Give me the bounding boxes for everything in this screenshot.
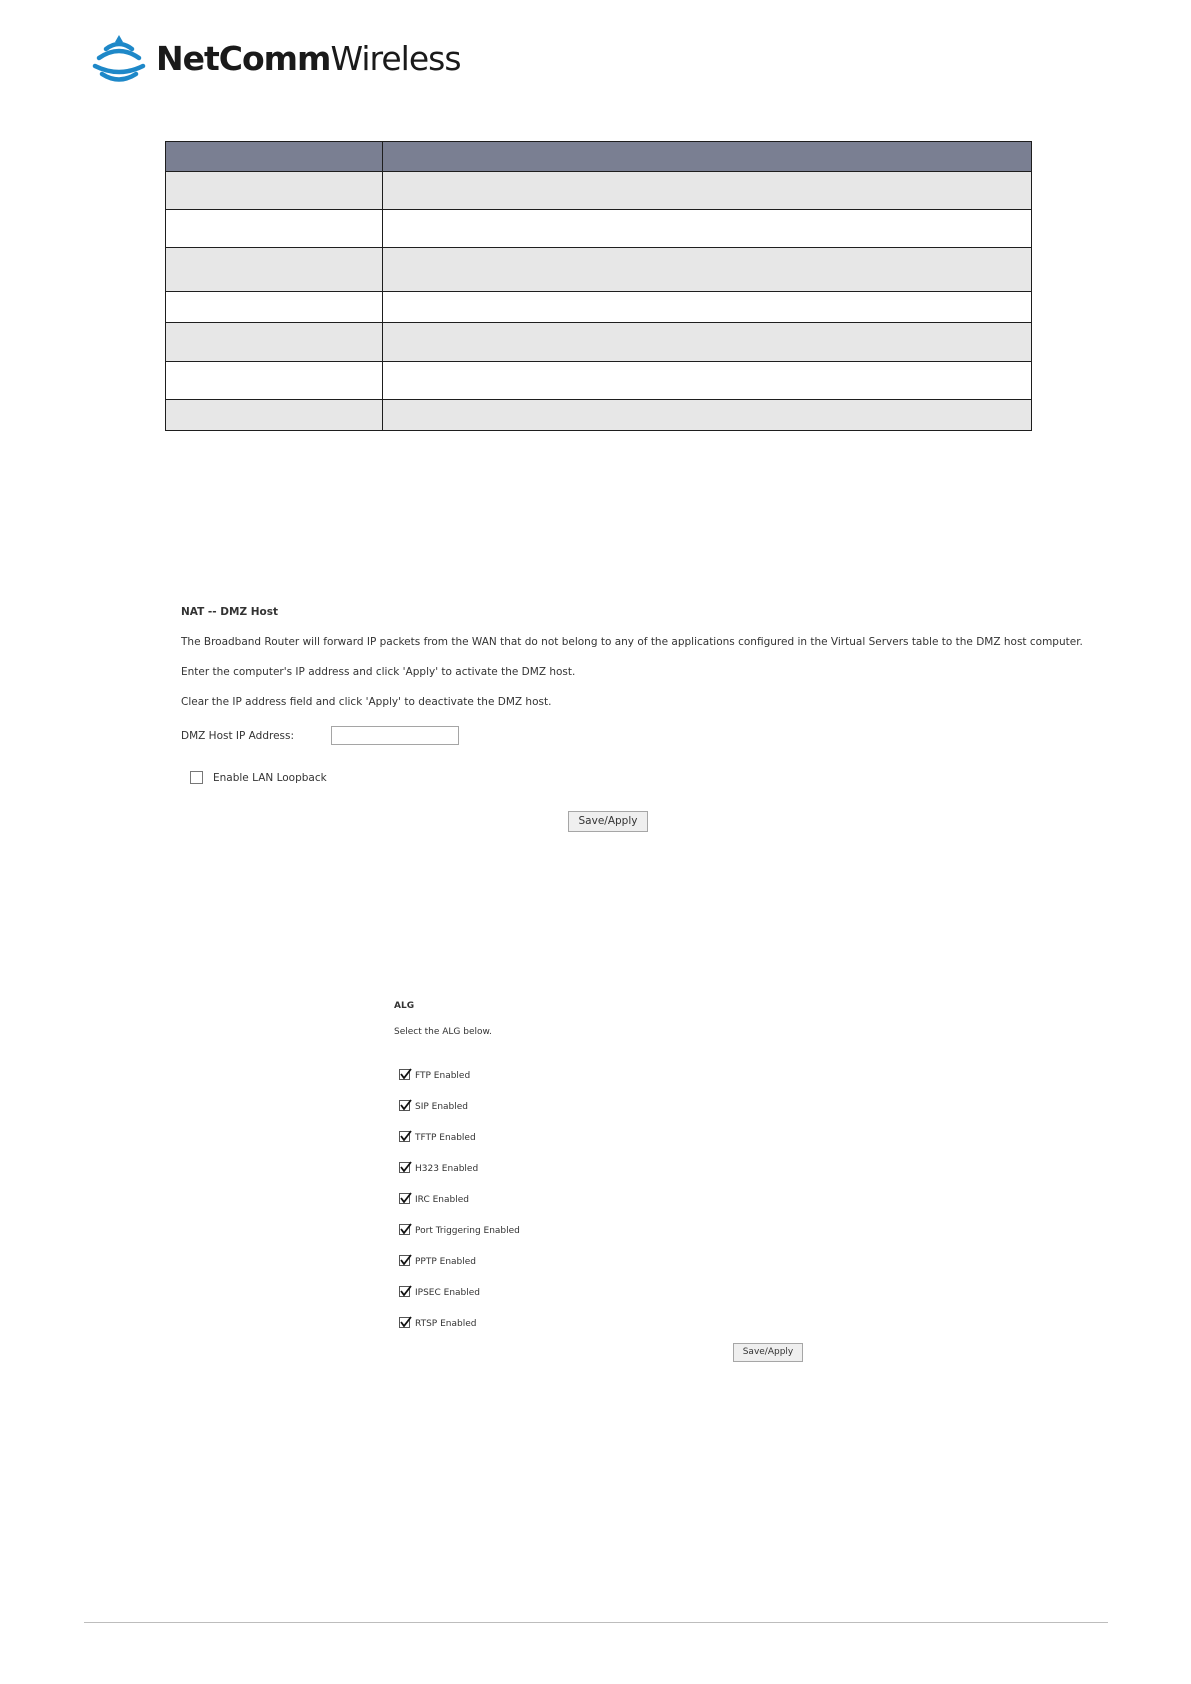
logo-wordmark: NetCommWireless — [156, 38, 461, 78]
rtsp-label: RTSP Enabled — [415, 1319, 477, 1329]
checkmark-icon — [399, 1315, 412, 1328]
lan-loopback-label: Enable LAN Loopback — [213, 772, 327, 784]
table-cell — [383, 210, 1032, 248]
tftp-label: TFTP Enabled — [415, 1133, 476, 1143]
table-cell — [166, 323, 383, 362]
checkmark-icon — [399, 1253, 412, 1266]
table-cell — [383, 323, 1032, 362]
table-cell — [166, 400, 383, 431]
sip-label: SIP Enabled — [415, 1102, 469, 1112]
table-cell — [166, 248, 383, 292]
irc-label: IRC Enabled — [415, 1195, 469, 1205]
table-cell — [166, 362, 383, 400]
irc-checkbox[interactable] — [399, 1193, 410, 1204]
footer-divider — [84, 1622, 1108, 1623]
port-triggering-label: Port Triggering Enabled — [415, 1226, 520, 1236]
lan-loopback-checkbox[interactable] — [190, 771, 203, 784]
alg-subtitle: Select the ALG below. — [394, 1027, 492, 1037]
dmz-ip-label: DMZ Host IP Address: — [181, 730, 295, 742]
checkmark-icon — [399, 1067, 412, 1080]
pptp-checkbox[interactable] — [399, 1255, 410, 1266]
netcomm-logo — [92, 30, 461, 86]
spec-table — [165, 141, 1032, 431]
table-cell — [383, 362, 1032, 400]
table-cell — [383, 248, 1032, 292]
checkmark-icon — [399, 1284, 412, 1297]
sip-checkbox[interactable] — [399, 1100, 410, 1111]
checkmark-icon — [399, 1160, 412, 1173]
alg-save-apply-button[interactable]: Save/Apply — [733, 1343, 803, 1362]
ftp-checkbox[interactable] — [399, 1069, 410, 1080]
ftp-label: FTP Enabled — [415, 1071, 471, 1081]
table-row — [166, 172, 1032, 210]
dmz-title: NAT -- DMZ Host — [181, 606, 278, 618]
table-cell — [166, 210, 383, 248]
checkmark-icon — [399, 1098, 412, 1111]
dmz-save-apply-button[interactable]: Save/Apply — [568, 811, 648, 832]
ipsec-checkbox[interactable] — [399, 1286, 410, 1297]
ipsec-label: IPSEC Enabled — [415, 1288, 480, 1298]
table-row — [166, 292, 1032, 323]
table-header-row — [166, 142, 1032, 172]
table-cell — [166, 172, 383, 210]
checkmark-icon — [399, 1129, 412, 1142]
pptp-label: PPTP Enabled — [415, 1257, 477, 1267]
tftp-checkbox[interactable] — [399, 1131, 410, 1142]
h323-checkbox[interactable] — [399, 1162, 410, 1173]
wifi-antenna-icon — [92, 33, 146, 83]
dmz-description-line1: The Broadband Router will forward IP packets from the WAN that do not belong to any of the applications configured in the Virtual Servers table to the DMZ host computer. — [181, 636, 1083, 648]
checkmark-icon — [399, 1191, 412, 1204]
table-cell — [383, 172, 1032, 210]
table-header-cell — [383, 142, 1032, 172]
port-triggering-checkbox[interactable] — [399, 1224, 410, 1235]
table-row — [166, 210, 1032, 248]
table-header-cell — [166, 142, 383, 172]
checkmark-icon — [399, 1222, 412, 1235]
table-cell — [383, 400, 1032, 431]
alg-title: ALG — [394, 1001, 415, 1011]
rtsp-checkbox[interactable] — [399, 1317, 410, 1328]
table-row — [166, 248, 1032, 292]
table-cell — [166, 292, 383, 323]
h323-label: H323 Enabled — [415, 1164, 479, 1174]
dmz-ip-input[interactable] — [331, 726, 459, 745]
table-row — [166, 362, 1032, 400]
table-cell — [383, 292, 1032, 323]
dmz-description-line2: Enter the computer's IP address and click 'Apply' to activate the DMZ host. — [181, 666, 576, 678]
dmz-description-line3: Clear the IP address field and click 'Apply' to deactivate the DMZ host. — [181, 696, 552, 708]
table-row — [166, 400, 1032, 431]
table-row — [166, 323, 1032, 362]
